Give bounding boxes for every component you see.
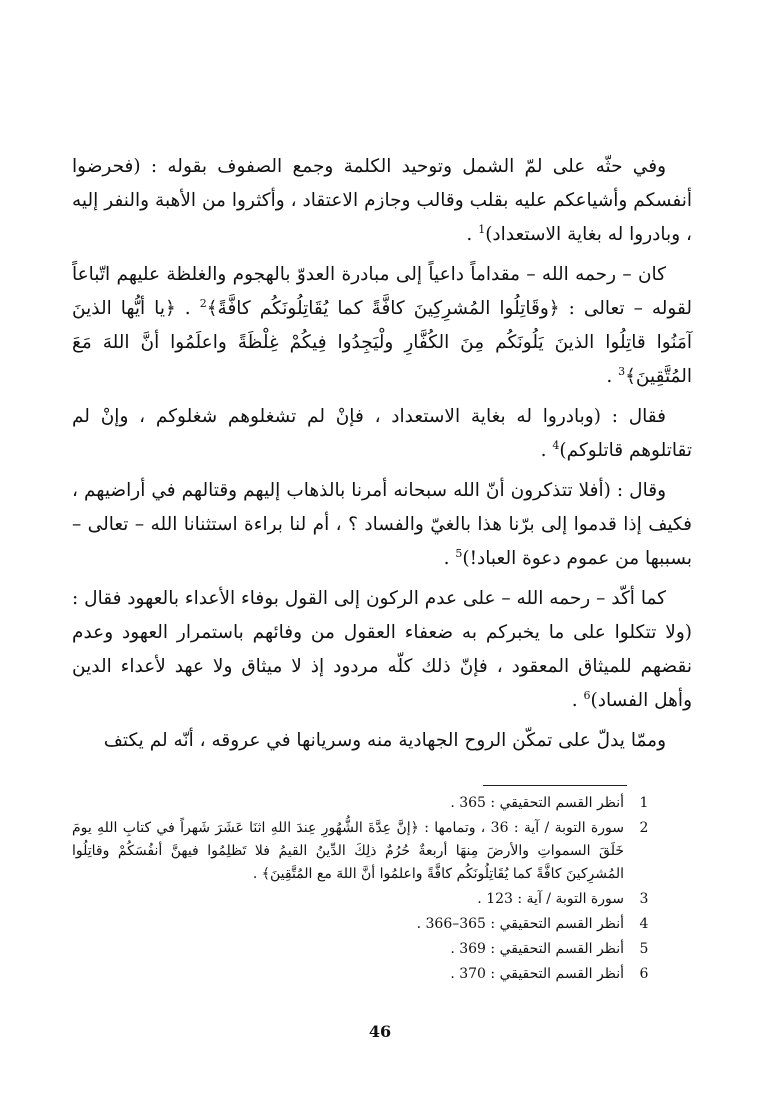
paragraph-text: كان – رحمه الله – مقداماً داعياً إلى مبادرة العدوّ بالهجوم والغلظة عليهم اتّباعاً لقوله – تعالى : ﴿وقَاتِلُوا المُشرِكِينَ كافَّةً كما يُقَاتِلُونَكُم كافَّةً﴾ (72, 264, 692, 319)
footnote-item (72, 792, 664, 815)
footnote-number: 2 (639, 820, 649, 836)
footnote-number: 4 (639, 916, 649, 932)
footnote-number: 3 (639, 891, 649, 907)
footnotes (72, 792, 664, 988)
footnote-ref: 5 (455, 546, 463, 560)
paragraph-tail: . ﴿يا أيُّها الذينَ آمَنُوا قاتِلُوا الذينَ يَلُونَكُم مِنَ الكُفَّارِ ولْيَجِدُوا فِيكُمْ غِلْظَةً واعلَمُوا أنَّ اللهَ مَعَ المُتَّقِينَ﴾ (72, 298, 692, 387)
paragraph-2 (72, 258, 692, 394)
paragraph-text: وقال : (أفلا تتذكرون أنّ الله سبحانه أمرنا بالذهاب إليهم وقتالهم في أراضيهم ، فكيف إذا قدموا إلى برّنا هذا بالغيّ والفساد ؟ ، أم لنا براءة استثنانا الله – تعالى – بسببها من عموم دعوة العباد!) (72, 480, 692, 569)
footnote-item (72, 938, 664, 961)
footnote-ref: 1 (478, 222, 486, 236)
footnote-ref: 6 (583, 688, 591, 702)
footnote-text: أنظر القسم التحقيقي : 370 . (450, 966, 624, 982)
paragraph-tail: . (606, 366, 619, 387)
footnote-number: 1 (639, 795, 649, 811)
footnote-ref: 2 (199, 296, 207, 310)
paragraph-4 (72, 474, 692, 576)
footnote-text: أنظر القسم التحقيقي : 365–366 . (416, 916, 624, 932)
paragraph-text: وفي حثّه على لمّ الشمل وتوحيد الكلمة وجمع الصفوف بقوله : (فحرضوا أنفسكم وأشياعكم عليه بقلب وقالب وجازم الاعتقاد ، وأكثروا من الأهبة والنفر إليه ، وبادروا له بغاية الاستعداد) (72, 156, 692, 245)
footnote-ref: 3 (618, 364, 626, 378)
paragraph-5 (72, 582, 692, 718)
footnote-number: 5 (639, 941, 649, 957)
footnote-text: سورة التوبة / آية : 123 . (477, 891, 624, 907)
body-text (72, 150, 692, 764)
paragraph-tail: . (443, 548, 456, 569)
footnote-text: أنظر القسم التحقيقي : 369 . (450, 941, 624, 957)
paragraph-tail: . (466, 224, 479, 245)
footnote-text: سورة التوبة / آية : 36 ، وتمامها : ﴿إنَّ عِدَّةَ الشُّهُورِ عِندَ اللهِ اثنَا عَشَرَ شَهراً في كتابِ اللهِ يومَ خَلَقَ السمواتِ والأرضَ مِنهَا أربعةٌ حُرُمٌ ذلِكَ الدِّينُ القيمُ فلا تَظلِمُوا فيهنَّ أنفُسَكُمْ وقاتِلُوا المُشرِكينَ كافَّةً كما يُقَاتِلُونَكُم كافَّةً واعلمُوا أنَّ اللهَ مع المُتَّقِينَ﴾ . (72, 820, 624, 882)
paragraph-text: كما أكّد – رحمه الله – على عدم الركون إلى القول بوفاء الأعداء بالعهود فقال : (ولا تتكلوا على ما يخبركم به ضعفاء العقول من وفائهم باستمرار العهود وعدم نقضهم للميثاق المعقود ، فإنّ ذلك كلّه مردود إذ لا ميثاق ولا عهد لأعداء الدين وأهل الفساد) (72, 588, 692, 711)
paragraph-tail: . (540, 440, 553, 461)
footnote-text: أنظر القسم التحقيقي : 365 . (450, 795, 624, 811)
footnote-ref: 4 (552, 438, 560, 452)
paragraph-text: وممّا يدلّ على تمكّن الروح الجهادية منه وسريانها في عروقه ، أنّه لم يكتف (103, 730, 666, 751)
footnote-item (72, 963, 664, 986)
paragraph-tail: . (571, 690, 584, 711)
footnote-item (72, 913, 664, 936)
paragraph-3 (72, 400, 692, 468)
footnote-item (72, 817, 664, 886)
footnote-item (72, 888, 664, 911)
paragraph-text: فقال : (وبادروا له بغاية الاستعداد ، فإنْ لم تشغلوهم شغلوكم ، وإنْ لم تقاتلوهم قاتلوكم) (72, 406, 692, 461)
footnote-separator (483, 785, 627, 786)
page-number: 46 (368, 1022, 392, 1041)
paragraph-1 (72, 150, 692, 252)
paragraph-6 (72, 724, 692, 758)
footnote-number: 6 (639, 966, 649, 982)
